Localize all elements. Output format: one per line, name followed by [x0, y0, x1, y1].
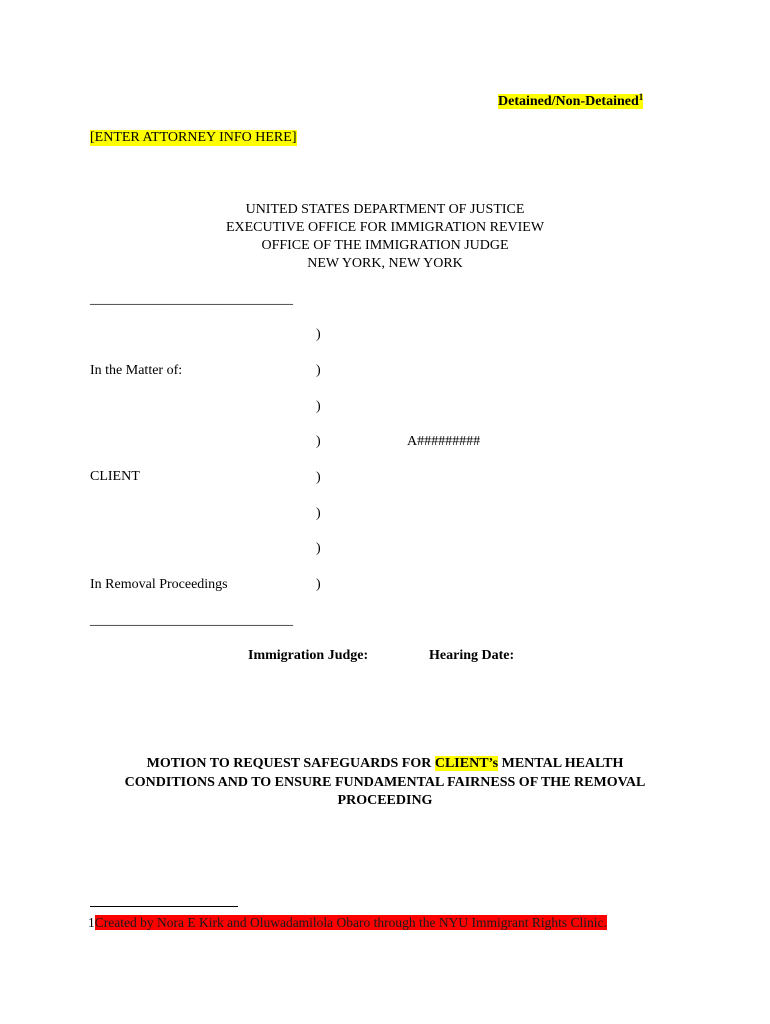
caption-paren: )	[316, 506, 321, 521]
court-line-3: OFFICE OF THE IMMIGRATION JUDGE	[261, 238, 509, 253]
caption-paren: )	[316, 541, 321, 556]
footnote-text: Created by Nora E Kirk and Oluwadamilola Obaro through the NYU Immigrant Rights Clinic.	[94, 915, 607, 930]
caption-paren: )	[316, 470, 321, 485]
court-line-1: UNITED STATES DEPARTMENT OF JUSTICE	[245, 202, 525, 217]
detention-status: Detained/Non-Detained$^1$	[498, 92, 644, 109]
in-removal-label: In Removal Proceedings	[90, 577, 228, 592]
caption-paren: )	[316, 399, 321, 414]
in-the-matter-label: In the Matter of:	[90, 363, 183, 378]
caption-rule-bottom: _____________________________	[90, 613, 293, 628]
caption-paren: )	[316, 363, 321, 378]
motion-title	[0, 755, 770, 811]
footnote	[88, 915, 607, 931]
caption-rule-top: _____________________________	[90, 292, 293, 307]
court-line-4: NEW YORK, NEW YORK	[307, 256, 463, 271]
immigration-judge-label: Immigration Judge:	[248, 648, 369, 663]
caption-paren: )	[316, 577, 321, 592]
court-heading	[0, 201, 770, 273]
caption-paren: )	[316, 327, 321, 342]
motion-title-line-1: MOTION TO REQUEST SAFEGUARDS FOR CLIENT’s MENTAL HEALTH	[146, 756, 624, 771]
motion-title-line-2: CONDITIONS AND TO ENSURE FUNDAMENTAL FAIRNESS OF THE REMOVAL	[124, 774, 646, 790]
attorney-info-placeholder: [ENTER ATTORNEY INFO HERE]	[90, 130, 297, 145]
hearing-date-label: Hearing Date:	[429, 648, 515, 663]
footnote-marker: 1	[88, 915, 95, 930]
a-number: A#########	[407, 434, 481, 449]
client-name: CLIENT	[90, 469, 140, 484]
footnote-separator	[90, 906, 238, 907]
motion-title-line-3: PROCEEDING	[337, 793, 433, 808]
footnote-ref: 1	[638, 92, 644, 102]
court-line-2: EXECUTIVE OFFICE FOR IMMIGRATION REVIEW	[225, 220, 545, 235]
caption-paren: )	[316, 434, 321, 449]
client-highlight: CLIENT’s	[434, 756, 499, 771]
